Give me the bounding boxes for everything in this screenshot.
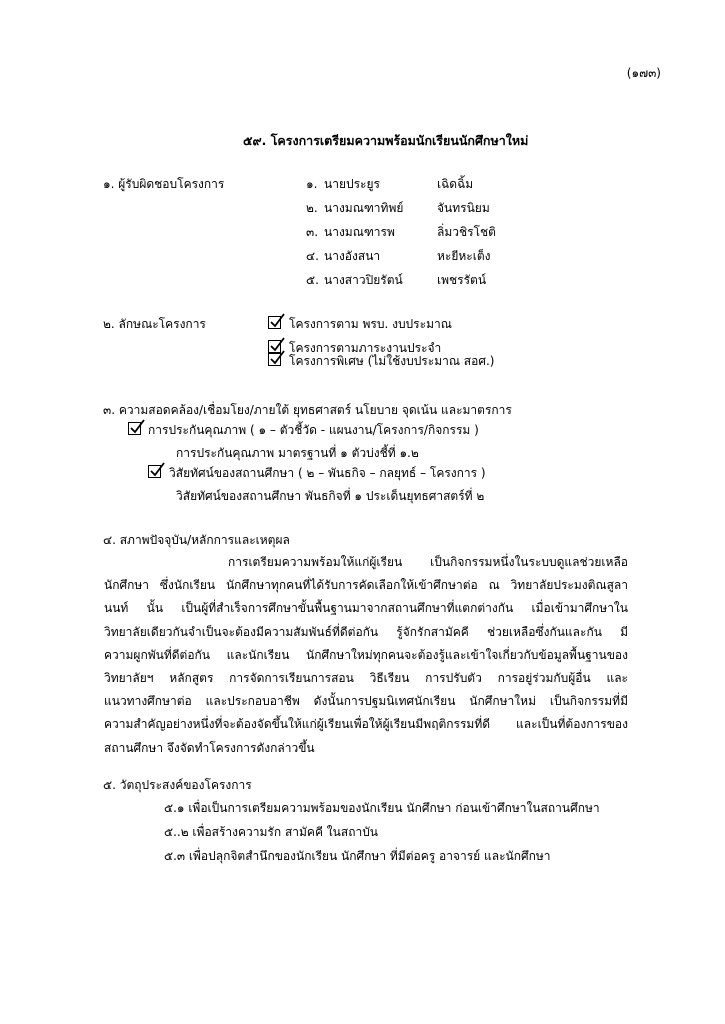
rationale-paragraph	[104, 551, 628, 760]
person-surname: ลิ่มวชิรโชติ	[437, 225, 496, 239]
objective-item: ๕.๓ เพื่อปลุกจิตสำนึกของนักเรียน นักศึกษา ที่มีต่อครู อาจารย์ และนักศึกษา	[164, 849, 551, 863]
project-type-option: โครงการตาม พรบ. งบประมาณ	[289, 317, 452, 331]
person-surname: เฉิดฉิ้ม	[437, 177, 474, 191]
paragraph-line: นนท์ นั้น เป็นผู้ที่สำเร็จการศึกษาขั้นพื้นฐานมาจากสถานศึกษาที่แตกต่างกัน เมื่อเข้ามาศึกษาใน	[104, 601, 628, 616]
objective-item: ๕..๒ เพื่อสร้างความรัก สามัคคี ในสถาบัน	[164, 825, 379, 839]
objective-item: ๕.๑ เพื่อเป็นการเตรียมความพร้อมของนักเรียน นักศึกษา ก่อนเข้าศึกษาในสถานศึกษา	[164, 801, 600, 815]
paragraph-line: วิทยาลัยฯ หลักสูตร การจัดการเรียนการสอน วิธีเรียน การปรับตัว การอยู่ร่วมกับผู้อื่น และ	[104, 670, 628, 685]
paragraph-line: นักศึกษา ซึ่งนักเรียน นักศึกษาทุกคนที่ได้รับการคัดเลือกให้เข้าศึกษาต่อ ณ วิทยาลัยประมงติณสูลา	[104, 578, 628, 593]
person-name: นางสาวปิยรัตน์	[324, 273, 403, 287]
person-number: ๓.	[306, 225, 319, 239]
alignment-item: วิสัยทัศน์ของสถานศึกษา ( ๒ – พันธกิจ – กลยุทธ์ – โครงการ )	[169, 466, 486, 480]
person-number: ๕.	[306, 273, 319, 287]
paragraph-line: ความผูกพันที่ดีต่อกัน และนักเรียน นักศึกษาใหม่ทุกคนจะต้องรู้และเข้าใจเกี่ยวกับข้อมูลพื้นฐานของ	[104, 647, 628, 662]
page-number: (๑๗๓)	[626, 66, 661, 80]
paragraph-line: สถานศึกษา จึงจัดทำโครงการดังกล่าวขึ้น	[104, 740, 315, 755]
project-type-option: โครงการพิเศษ (ไม่ใช้งบประมาณ สอศ.)	[289, 354, 495, 368]
section-4-label: ๔. สภาพปัจจุบัน/หลักการและเหตุผล	[103, 533, 290, 547]
person-number: ๑.	[306, 177, 318, 191]
checkbox-checked-icon[interactable]	[128, 422, 141, 435]
person-number: ๒.	[306, 201, 318, 215]
checkbox-checked-icon[interactable]	[268, 316, 281, 329]
section-1-label: ๑. ผู้รับผิดชอบโครงการ	[103, 177, 225, 191]
paragraph-line: ความสำคัญอย่างหนึ่งที่จะต้องจัดขึ้นให้แก่ผู้เรียนเพื่อให้ผู้เรียนมีพฤติกรรมที่ดี และเป็นที่ต้องการของ	[104, 717, 628, 732]
alignment-item: การประกันคุณภาพ ( ๑ – ตัวชี้วัด - แผนงาน/โครงการ/กิจกรรม )	[148, 423, 479, 437]
alignment-subitem: การประกันคุณภาพ มาตรฐานที่ ๑ ตัวบ่งชี้ที่ ๑.๒	[176, 446, 419, 460]
section-5-label: ๕. วัตถุประสงค์ของโครงการ	[103, 778, 252, 792]
person-name: นางมณฑารพ	[324, 225, 395, 239]
person-number: ๔.	[306, 249, 319, 263]
checkbox-checked-icon[interactable]	[148, 465, 161, 478]
paragraph-line: แนวทางศึกษาต่อ และประกอบอาชีพ ดังนั้นการปฐมนิเทศนักเรียน นักศึกษาใหม่ เป็นกิจกรรมที่มี	[104, 694, 628, 709]
person-surname: จันทรนิยม	[437, 201, 490, 215]
person-surname: เพชรรัตน์	[437, 273, 487, 287]
paragraph-line: การเตรียมความพร้อมให้แก่ผู้เรียน เป็นกิจกรรมหนึ่งในระบบดูแลช่วยเหลือ	[228, 555, 628, 569]
alignment-subitem: วิสัยทัศน์ของสถานศึกษา พันธกิจที่ ๑ ประเด็นยุทธศาสตร์ที่ ๒	[176, 489, 485, 503]
person-name: นางอังสนา	[324, 249, 381, 263]
checkbox-checked-icon[interactable]	[268, 353, 281, 366]
person-name: นางมณฑาทิพย์	[324, 201, 404, 215]
person-name: นายประยูร	[324, 177, 380, 191]
project-type-option: โครงการตามภาระงานประจำ	[289, 341, 442, 355]
person-surname: หะยีหะเต็ง	[437, 249, 491, 263]
section-2-label: ๒. ลักษณะโครงการ	[103, 317, 206, 331]
page-title: ๕๙. โครงการเตรียมความพร้อมนักเรียนนักศึกษาใหม่	[243, 133, 529, 148]
section-3-label: ๓. ความสอดคล้อง/เชื่อมโยง/ภายใต้ ยุทธศาสตร์ นโยบาย จุดเน้น และมาตรการ	[103, 403, 512, 417]
paragraph-line: วิทยาลัยเดียวกันจำเป็นจะต้องมีความสัมพันธ์ที่ดีต่อกัน รู้จักรักสามัคคี ช่วยเหลือซึ่งกันและกัน มี	[104, 624, 628, 639]
